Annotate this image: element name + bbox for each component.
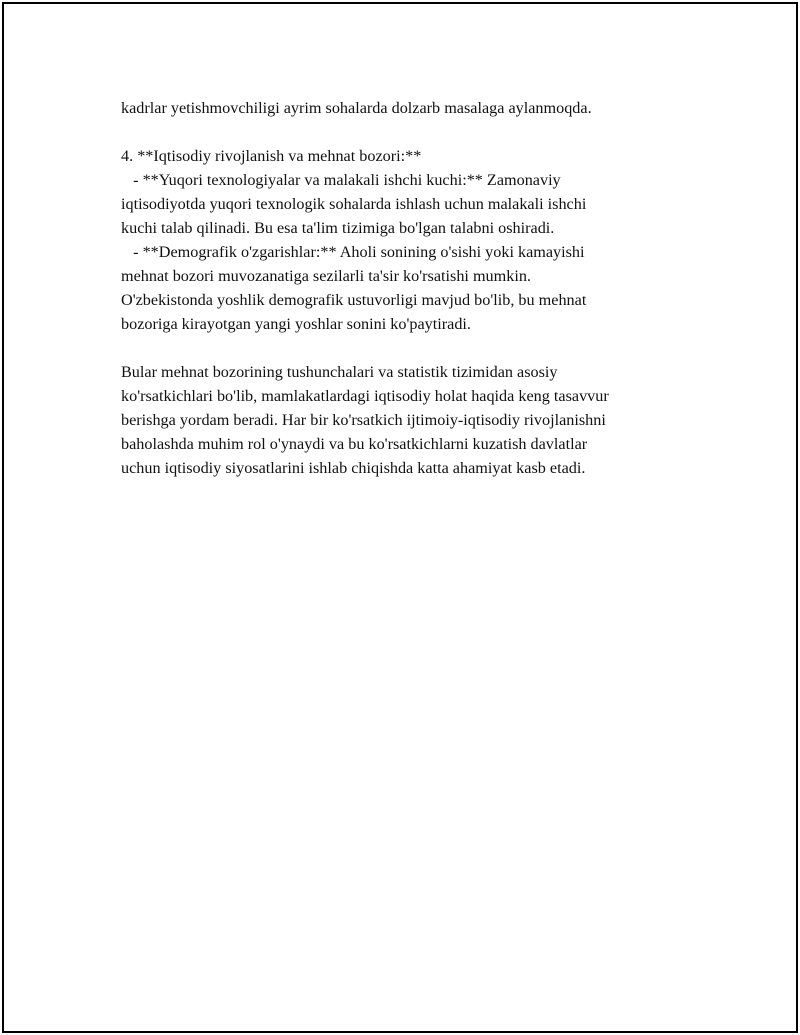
- section-4: [121, 144, 691, 336]
- bullet-line: - **Demografik o'zgarishlar:** Aholi sonining o'sishi yoki kamayishi: [121, 243, 585, 261]
- conclusion-line: baholashda muhim rol o'ynaydi va bu ko'rsatkichlarni kuzatish davlatlar: [121, 435, 588, 453]
- conclusion-line: berishga yordam beradi. Har bir ko'rsatkich ijtimoiy-iqtisodiy rivojlanishni: [121, 411, 606, 429]
- conclusion-paragraph: [121, 360, 691, 480]
- page-frame: [2, 2, 798, 1033]
- intro-paragraph: [121, 96, 691, 120]
- bullet-line: kuchi talab qilinadi. Bu esa ta'lim tizimiga bo'lgan talabni oshiradi.: [121, 219, 555, 237]
- bullet-line: bozoriga kirayotgan yangi yoshlar sonini ko'paytiradi.: [121, 315, 471, 333]
- paragraph-spacer: [121, 336, 691, 360]
- conclusion-line: ko'rsatkichlari bo'lib, mamlakatlardagi iqtisodiy holat haqida keng tasavvur: [121, 387, 609, 405]
- conclusion-line: Bular mehnat bozorining tushunchalari va statistik tizimidan asosiy: [121, 363, 558, 381]
- page-content: [121, 96, 691, 480]
- bullet-line: iqtisodiyotda yuqori texnologik sohalarda ishlash uchun malakali ishchi: [121, 195, 587, 213]
- bullet-line: - **Yuqori texnologiyalar va malakali ishchi kuchi:** Zamonaviy: [121, 171, 561, 189]
- bullet-high-tech-labor: [121, 168, 691, 240]
- bullet-line: O'zbekistonda yoshlik demografik ustuvorligi mavjud bo'lib, bu mehnat: [121, 291, 587, 309]
- section-4-heading: 4. **Iqtisodiy rivojlanish va mehnat bozori:**: [121, 147, 422, 165]
- bullet-line: mehnat bozori muvozanatiga sezilarli ta'sir ko'rsatishi mumkin.: [121, 267, 531, 285]
- paragraph-spacer: [121, 120, 691, 144]
- conclusion-line: uchun iqtisodiy siyosatlarini ishlab chiqishda katta ahamiyat kasb etadi.: [121, 459, 586, 477]
- intro-line: kadrlar yetishmovchiligi ayrim sohalarda dolzarb masalaga aylanmoqda.: [121, 99, 592, 117]
- bullet-demographic-changes: [121, 240, 691, 336]
